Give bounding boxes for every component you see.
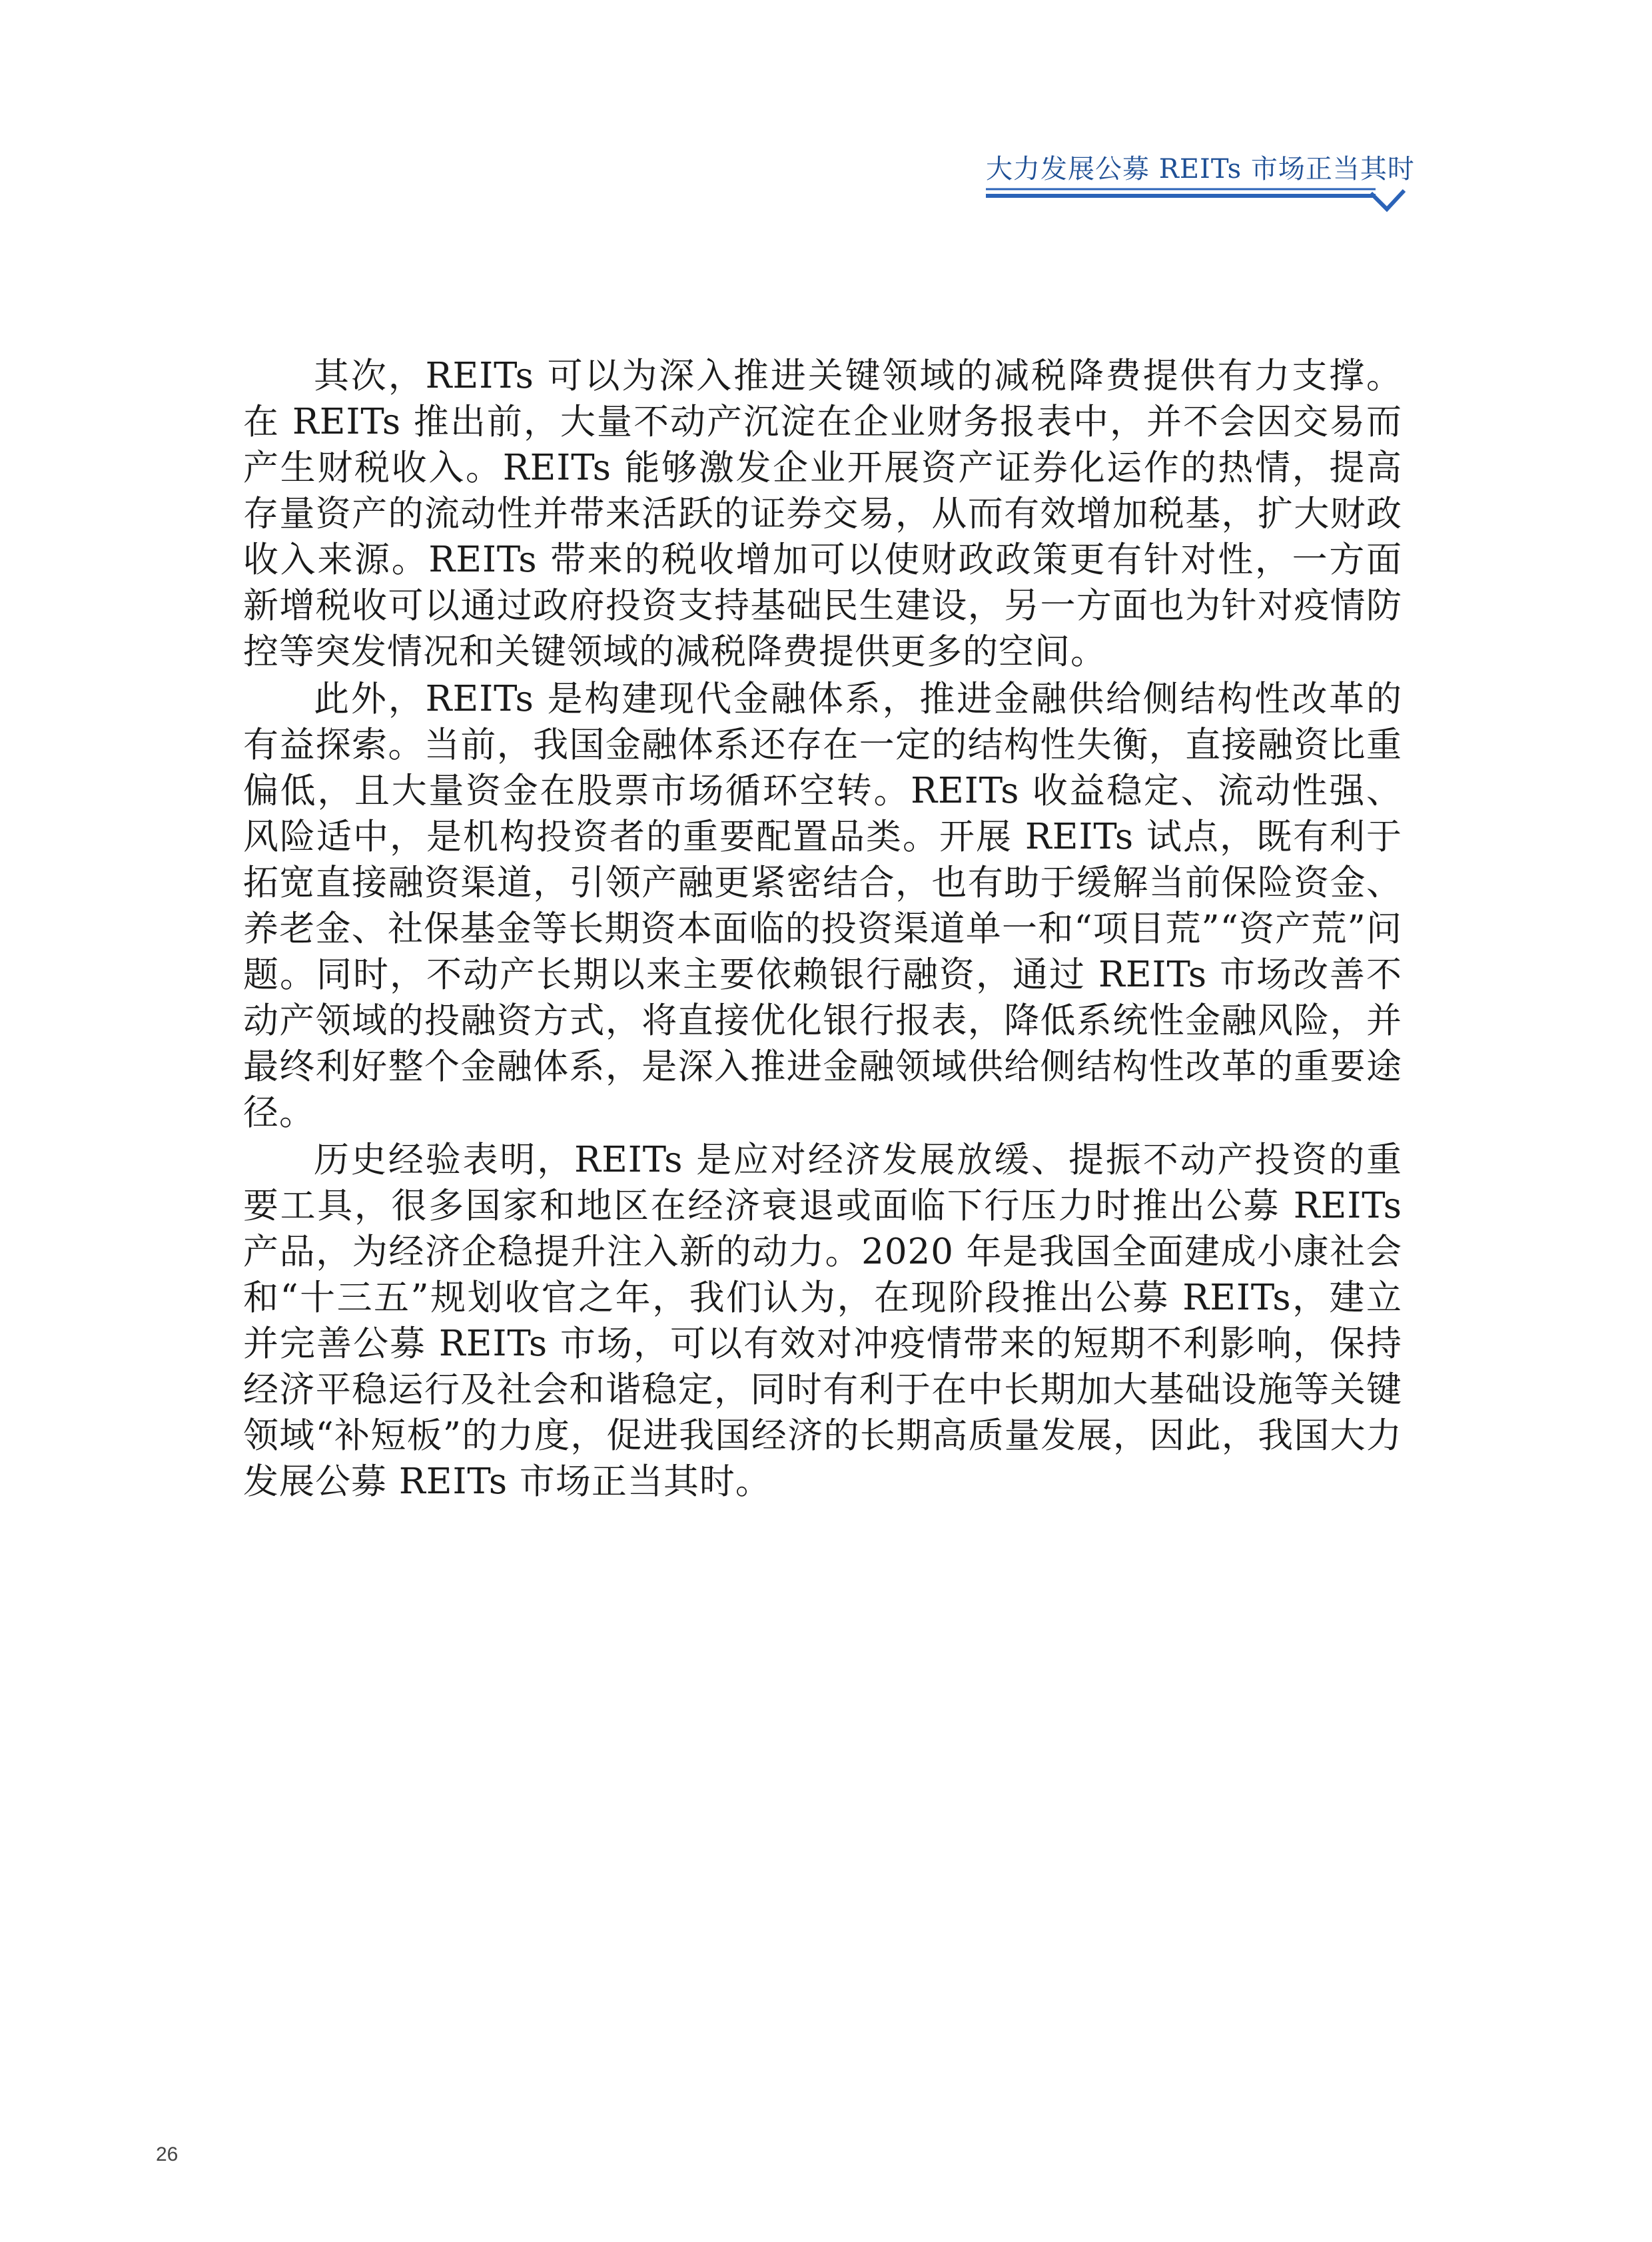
paragraph-tax: 其次，REITs 可以为深入推进关键领域的减税降费提供有力支撑。在 REITs 推出前，大量不动产沉淀在企业财务报表中，并不会因交易而产生财税收入。REITs 能够激发企业开展资产证券化运作的热情，提高存量资产的流动性并带来活跃的证券交易，从而有效增加税基，扩大财政收入来源。REITs 带来的税收增加可以使财政政策更有针对性，一方面新增税收可以通过政府投资支持基础民生建设，另一方面也为针对疫情防控等突发情况和关键领域的减税降费提供更多的空间。 — [243, 356, 1402, 672]
header-rule-chevron — [1371, 190, 1404, 209]
article-body — [243, 353, 1402, 1506]
paragraph-finance-reform: 此外，REITs 是构建现代金融体系，推进金融供给侧结构性改革的有益探索。当前，我国金融体系还存在一定的结构性失衡，直接融资比重偏低，且大量资金在股票市场循环空转。REITs 收益稳定、流动性强、风险适中，是机构投资者的重要配置品类。开展 REITs 试点，既有利于拓宽直接融资渠道，引领产融更紧密结合，也有助于缓解当前保险资金、养老金、社保基金等长期资本面临的投资渠道单一和“项目荒”“资产荒”问题。同时，不动产长期以来主要依赖银行融资，通过 REITs 市场改善不动产领域的投融资方式，将直接优化银行报表，降低系统性金融风险，并最终利好整个金融体系，是深入推进金融领域供给侧结构性改革的重要途径。 — [243, 679, 1402, 1133]
running-header-title: 大力发展公募 REITs 市场正当其时 — [986, 154, 1415, 185]
page-number: 26 — [156, 2143, 179, 2165]
header-rule-decoration — [986, 185, 1412, 218]
paragraph-history: 历史经验表明，REITs 是应对经济发展放缓、提振不动产投资的重要工具，很多国家和地区在经济衰退或面临下行压力时推出公募 REITs 产品，为经济企稳提升注入新的动力。2020 年是我国全面建成小康社会和“十三五”规划收官之年，我们认为，在现阶段推出公募 REITs，建立并完善公募 REITs 市场，可以有效对冲疫情带来的短期不利影响，保持经济平稳运行及社会和谐稳定，同时有利于在中长期加大基础设施等关键领域“补短板”的力度，促进我国经济的长期高质量发展，因此，我国大力发展公募 REITs 市场正当其时。 — [243, 1140, 1402, 1502]
